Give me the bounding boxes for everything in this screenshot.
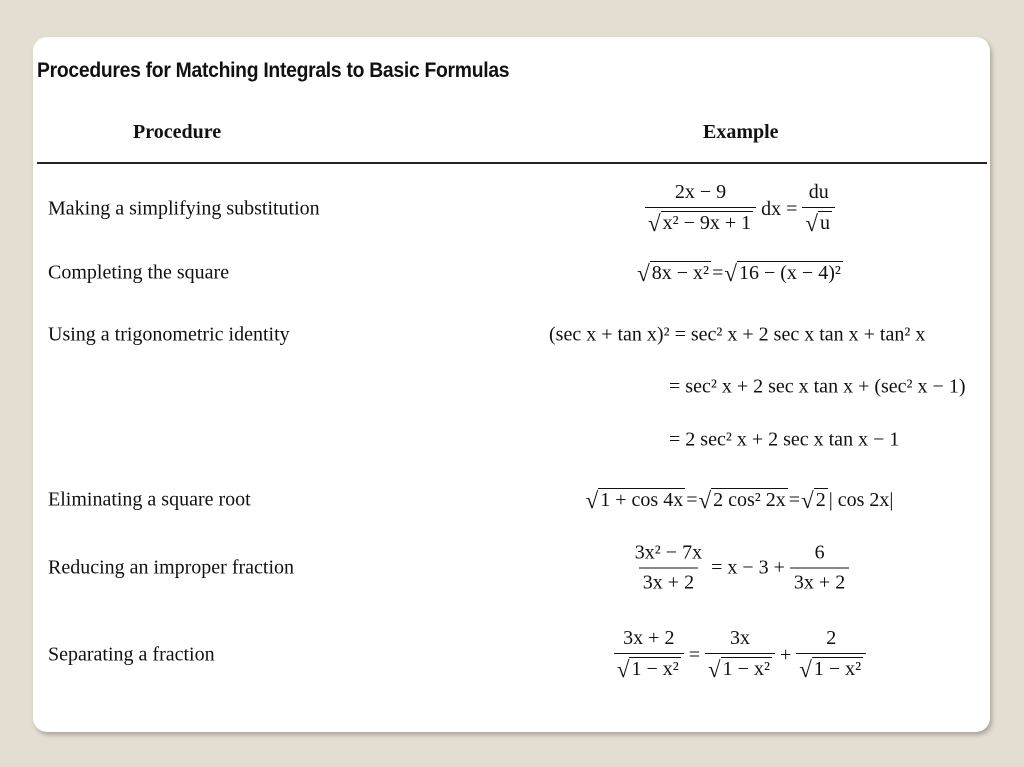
example-formula: [668, 376, 966, 399]
radical-sign: √: [799, 657, 812, 682]
square-root: [799, 657, 863, 681]
fraction: [790, 542, 849, 595]
radical-sign: √: [708, 657, 721, 682]
formula-text: | cos 2x|: [828, 488, 894, 511]
denominator: [802, 207, 835, 237]
numerator: [631, 542, 706, 568]
fraction: [705, 627, 775, 683]
formula-text: = x − 3 +: [711, 556, 785, 579]
header-divider: [37, 162, 987, 164]
radical-sign: √: [637, 261, 650, 286]
example-formula: [668, 429, 900, 452]
radical-sign: √: [647, 211, 661, 236]
radicand: 1 − x²: [631, 658, 679, 680]
radicand: 2: [815, 489, 826, 511]
example-formula: [503, 542, 977, 595]
example-formula: [503, 488, 977, 512]
radicand: 2 cos² 2x: [713, 489, 786, 511]
formula-text: 3x² − 7x: [634, 541, 703, 564]
formula-text: dx =: [761, 197, 798, 220]
formula-text: 3x + 2: [793, 571, 846, 594]
square-root: [586, 488, 686, 512]
example-formula: [503, 627, 977, 683]
denominator: [790, 568, 849, 595]
radical-sign: √: [801, 488, 814, 513]
radicand: 1 + cos 4x: [600, 489, 684, 511]
formula-text: 6: [814, 541, 825, 564]
fraction: [631, 542, 706, 595]
radicand: u: [820, 212, 831, 234]
denominator: [645, 207, 756, 237]
fraction: [796, 627, 866, 683]
procedure-label: Separating a fraction: [48, 643, 215, 666]
formula-text: = 2 sec² x + 2 sec x tan x − 1: [669, 428, 900, 451]
formula-text: 2: [826, 627, 837, 649]
radical-sign: √: [724, 261, 737, 286]
square-root: [648, 211, 753, 235]
radicand: 1 − x²: [813, 658, 862, 680]
example-formula: [548, 324, 926, 347]
radical-sign: √: [805, 211, 819, 236]
example-formula: [503, 181, 977, 237]
formula-text: 3x + 2: [642, 571, 695, 594]
fraction: [802, 181, 835, 237]
formula-text: =: [788, 488, 801, 511]
square-root: [699, 488, 788, 512]
formula-text: 3x + 2: [623, 627, 675, 649]
radicand: 1 − x²: [722, 658, 770, 680]
formula-text: =: [686, 488, 698, 511]
formula-text: 2x − 9: [674, 181, 727, 203]
formula-text: = sec² x + 2 sec x tan x + (sec² x − 1): [669, 375, 966, 398]
formula-text: +: [779, 643, 792, 666]
radicand: 16 − (x − 4)²: [738, 262, 841, 284]
procedure-label: Completing the square: [48, 261, 230, 284]
formula-text: (sec x + tan x)² = sec² x + 2 sec x tan x + tan² x: [549, 323, 926, 346]
fraction: [614, 627, 684, 683]
formula-text: =: [688, 643, 701, 666]
square-root: [708, 657, 772, 681]
numerator: [822, 627, 840, 653]
denominator: [639, 568, 698, 595]
formula-text: 3x: [730, 627, 750, 649]
column-header-example: Example: [703, 121, 779, 143]
square-root: [617, 657, 681, 681]
denominator: [705, 653, 775, 683]
numerator: [805, 181, 833, 207]
numerator: [726, 627, 754, 653]
procedure-label: Using a trigonometric identity: [48, 323, 290, 346]
denominator: [796, 653, 866, 683]
example-formula: [503, 261, 977, 285]
numerator: [671, 181, 730, 207]
numerator: [811, 542, 829, 568]
square-root: [637, 261, 711, 285]
table-title: Procedures for Matching Integrals to Basic Formulas: [37, 59, 510, 82]
procedure-label: Eliminating a square root: [48, 488, 251, 511]
fraction: [645, 181, 756, 237]
formula-text: du: [808, 181, 829, 203]
radicand: x² − 9x + 1: [662, 212, 752, 234]
square-root: [805, 211, 832, 235]
radical-sign: √: [616, 657, 630, 682]
radical-sign: √: [698, 488, 712, 513]
column-header-procedure: Procedure: [133, 121, 222, 143]
numerator: [619, 627, 678, 653]
procedure-label: Making a simplifying substitution: [48, 197, 320, 220]
square-root: [724, 261, 843, 285]
procedure-label: Reducing an improper fraction: [48, 556, 295, 579]
radicand: 8x − x²: [651, 262, 710, 284]
radical-sign: √: [585, 488, 599, 513]
formula-text: =: [712, 261, 724, 284]
slide-card: [33, 37, 990, 732]
denominator: [614, 653, 684, 683]
square-root: [801, 488, 828, 512]
